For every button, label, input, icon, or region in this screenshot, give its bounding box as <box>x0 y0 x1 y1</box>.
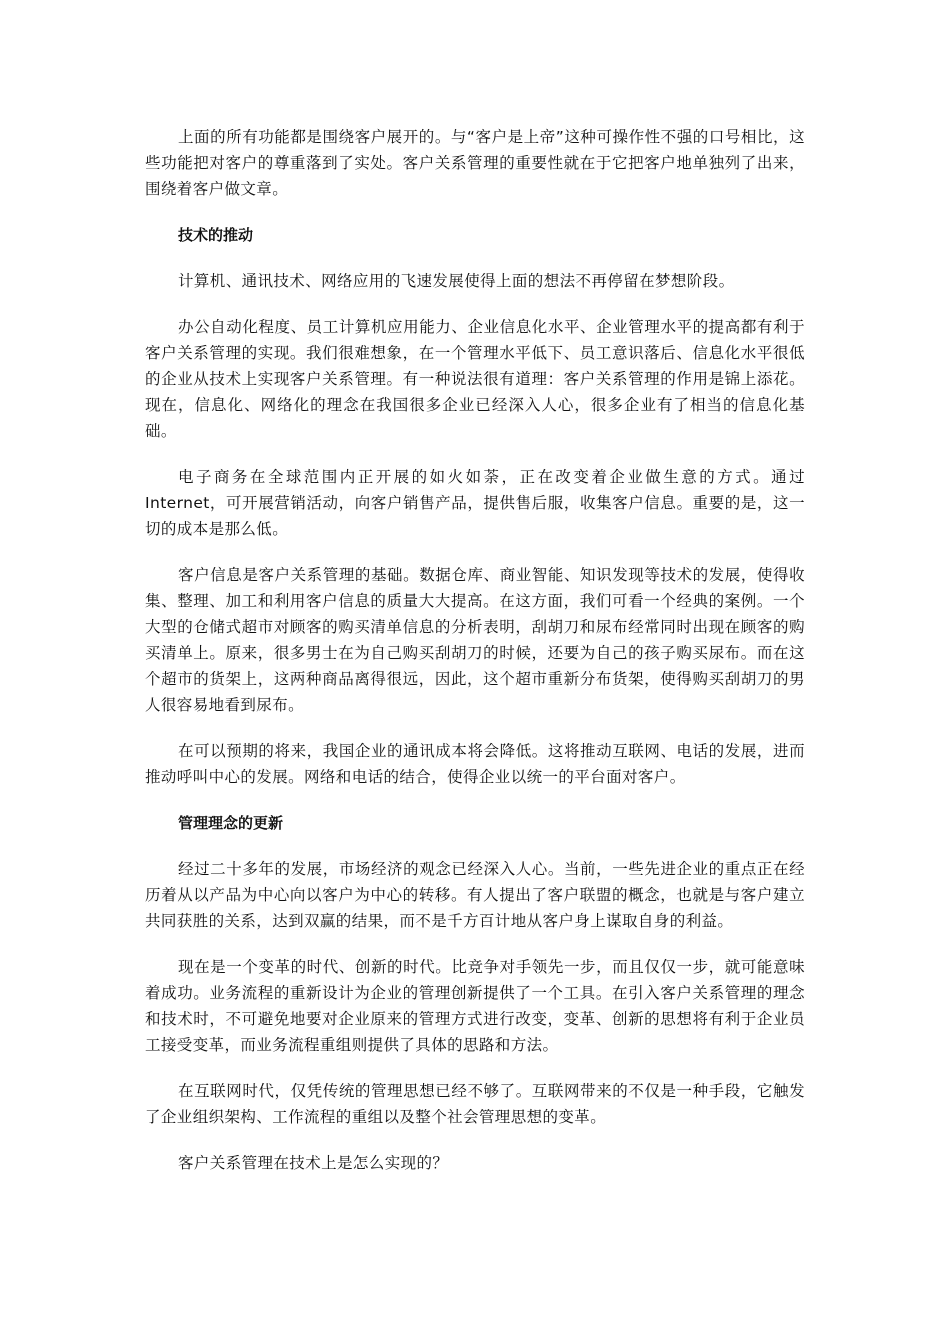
paragraph: 经过二十多年的发展，市场经济的观念已经深入人心。当前，一些先进企业的重点正在经历着从以产品为中心向以客户为中心的转移。有人提出了客户联盟的概念，也就是与客户建立共同获胜的关系，达到双赢的结果，而不是千方百计地从客户身上谋取自身的利益。 <box>145 860 805 930</box>
paragraph: 办公自动化程度、员工计算机应用能力、企业信息化水平、企业管理水平的提高都有利于客户关系管理的实现。我们很难想象，在一个管理水平低下、员工意识落后、信息化水平很低的企业从技术上实现客户关系管理。有一种说法很有道理：客户关系管理的作用是锦上添花。现在，信息化、网络化的理念在我国很多企业已经深入人心，很多企业有了相当的信息化基础。 <box>145 318 805 440</box>
paragraph: 客户信息是客户关系管理的基础。数据仓库、商业智能、知识发现等技术的发展，使得收集、整理、加工和利用客户信息的质量大大提高。在这方面，我们可看一个经典的案例。一个大型的仓储式超市对顾客的购买清单信息的分析表明，刮胡刀和尿布经常同时出现在顾客的购买清单上。原来，很多男士在为自己购买刮胡刀的时候，还要为自己的孩子购买尿布。而在这个超市的货架上，这两种商品离得很远，因此，这个超市重新分布货架，使得购买刮胡刀的男人很容易地看到尿布。 <box>145 566 805 714</box>
paragraph: 客户关系管理在技术上是怎么实现的？ <box>178 1154 449 1172</box>
paragraph: 电子商务在全球范围内正开展的如火如荼，正在改变着企业做生意的方式。通过Internet，可开展营销活动，向客户销售产品，提供售后服，收集客户信息。重要的是，这一切的成本是那么低。 <box>145 468 805 538</box>
paragraph: 上面的所有功能都是围绕客户展开的。与“客户是上帝”这种可操作性不强的口号相比，这些功能把对客户的尊重落到了实处。客户关系管理的重要性就在于它把客户地单独列了出来，围绕着客户做文章。 <box>145 128 805 198</box>
paragraph: 在可以预期的将来，我国企业的通讯成本将会降低。这将推动互联网、电话的发展，进而推动呼叫中心的发展。网络和电话的结合，使得企业以统一的平台面对客户。 <box>145 742 805 786</box>
paragraph: 计算机、通讯技术、网络应用的飞速发展使得上面的想法不再停留在梦想阶段。 <box>178 272 735 290</box>
paragraph: 现在是一个变革的时代、创新的时代。比竞争对手领先一步，而且仅仅一步，就可能意味着成功。业务流程的重新设计为企业的管理创新提供了一个工具。在引入客户关系管理的理念和技术时，不可避免地要对企业原来的管理方式进行改变，变革、创新的思想将有利于企业员工接受变革，而业务流程重组则提供了具体的思路和方法。 <box>145 958 805 1054</box>
paragraph: 在互联网时代，仅凭传统的管理思想已经不够了。互联网带来的不仅是一种手段，它触发了企业组织架构、工作流程的重组以及整个社会管理思想的变革。 <box>145 1082 805 1126</box>
section-heading: 技术的推动 <box>178 226 254 244</box>
document-body <box>145 124 805 1196</box>
section-heading: 管理理念的更新 <box>178 814 284 832</box>
